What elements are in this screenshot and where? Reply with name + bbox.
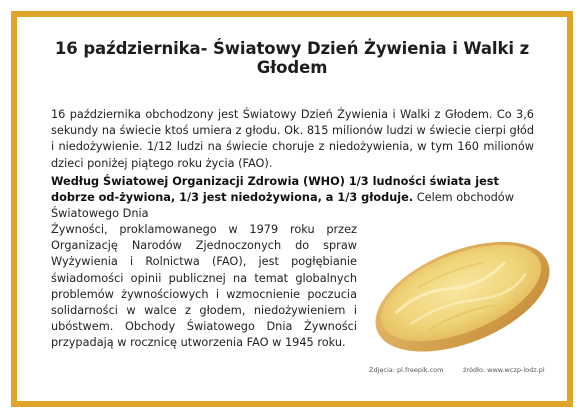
who-paragraph (51, 174, 534, 223)
poster-frame (11, 11, 573, 407)
who-statement: Według Światowej Organizacji Zdrowia (WHO) 1/3 ludności świata jest dobrze od-żywiona, 1/3 jest niedożywiona, a 1/3 głoduje. (51, 175, 499, 205)
fao-paragraph: Żywności, proklamowanego w 1979 roku przez Organizację Narodów Zjednoczonych do spraw Wyżywienia i Rolnictwa (FAO), jest pogłębianie świadomości opinii publicznej na temat globalnych problemów żywnościowych i wzmocnienie poczucia solidarności w walce z głodem, niedożywieniem i ubóstwem. Obchody Światowego Dnia Żywności przypadają w rocznicę utworzenia FAO w 1945 roku. (51, 223, 357, 350)
source-credit: źródło: www.wczp-lodz.pl (463, 366, 545, 374)
page-title: 16 października- Światowy Dzień Żywienia i Walki z Głodem (54, 39, 530, 77)
photo-credit: Zdjęcia: pl.freepik.com (369, 366, 444, 374)
buttered-bread-image (363, 227, 559, 359)
who-paragraph-rest: Celem obchodów Światowego Dnia (51, 191, 514, 221)
intro-paragraph: 16 października obchodzony jest Światowy Dzień Żywienia i Walki z Głodem. Co 3,6 sekundy na świecie ktoś umiera z głodu. Ok. 815 milionów ludzi w świecie cierpi głód i niedożywienie. 1/12 ludzi na świecie choruje z niedożywienia, w tym 160 milionów dzieci poniżej piątego roku życia (FAO). (51, 108, 534, 170)
